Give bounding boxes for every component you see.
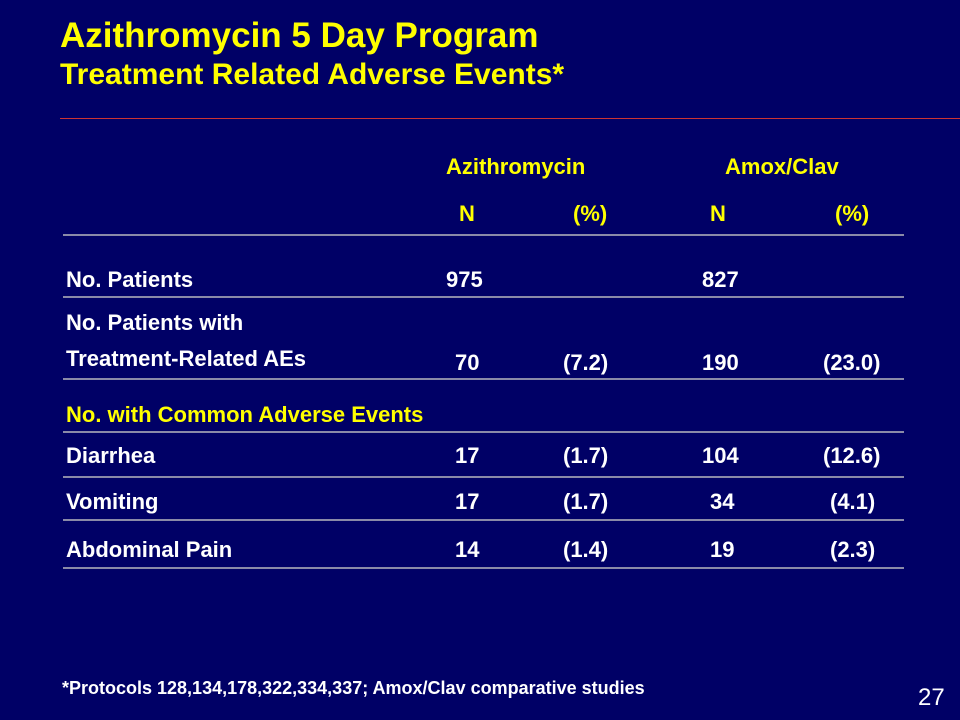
- cell-vomiting-amox-pct: (4.1): [830, 489, 876, 514]
- table-bottom-rule: [63, 567, 904, 569]
- cell-related-azi-n: 70: [455, 350, 480, 375]
- cell-related-azi-pct: (7.2): [563, 350, 609, 375]
- header-divider: [63, 234, 904, 236]
- cell-diarrhea-amox-pct: (12.6): [823, 443, 881, 468]
- section-common-adverse-events: No. with Common Adverse Events: [66, 402, 424, 427]
- cell-diarrhea-amox-n: 104: [702, 443, 739, 468]
- cell-related-amox-pct: (23.0): [823, 350, 881, 375]
- cell-related-amox-n: 190: [702, 350, 739, 375]
- subheader-amox-pct: (%): [835, 201, 870, 226]
- section-divider: [63, 431, 904, 433]
- title-divider: [60, 118, 960, 119]
- row-divider: [63, 476, 904, 478]
- cell-vomiting-azi-n: 17: [455, 489, 480, 514]
- row-divider: [63, 378, 904, 380]
- row-label-related-line1: No. Patients with: [66, 310, 244, 335]
- page-number: 27: [918, 684, 945, 711]
- cell-vomiting-azi-pct: (1.7): [563, 489, 609, 514]
- row-label-diarrhea: Diarrhea: [66, 443, 156, 468]
- row-label-related-line2: Treatment-Related AEs: [66, 346, 307, 371]
- cell-abdominal-amox-pct: (2.3): [830, 537, 876, 562]
- cell-abdominal-azi-pct: (1.4): [563, 537, 609, 562]
- row-divider: [63, 519, 904, 521]
- cell-abdominal-azi-n: 14: [455, 537, 480, 562]
- row-label-vomiting: Vomiting: [66, 489, 159, 514]
- cell-patients-amox-n: 827: [702, 267, 739, 292]
- slide-title: [60, 16, 564, 93]
- footnote: *Protocols 128,134,178,322,334,337; Amox/Clav comparative studies: [62, 678, 645, 698]
- cell-vomiting-amox-n: 34: [710, 489, 735, 514]
- row-label-patients: No. Patients: [66, 267, 194, 292]
- row-divider: [63, 296, 904, 298]
- header-amox-clav: Amox/Clav: [725, 154, 839, 179]
- cell-abdominal-amox-n: 19: [710, 537, 735, 562]
- header-azithromycin: Azithromycin: [446, 154, 586, 179]
- cell-diarrhea-azi-n: 17: [455, 443, 480, 468]
- title-main: Azithromycin 5 Day Program: [60, 16, 539, 55]
- row-label-abdominal-pain: Abdominal Pain: [66, 537, 233, 562]
- subheader-azi-n: N: [459, 201, 475, 226]
- subheader-amox-n: N: [710, 201, 726, 226]
- title-subtitle: Treatment Related Adverse Events*: [60, 58, 565, 92]
- cell-diarrhea-azi-pct: (1.7): [563, 443, 609, 468]
- subheader-azi-pct: (%): [573, 201, 608, 226]
- cell-patients-azi-n: 975: [446, 267, 483, 292]
